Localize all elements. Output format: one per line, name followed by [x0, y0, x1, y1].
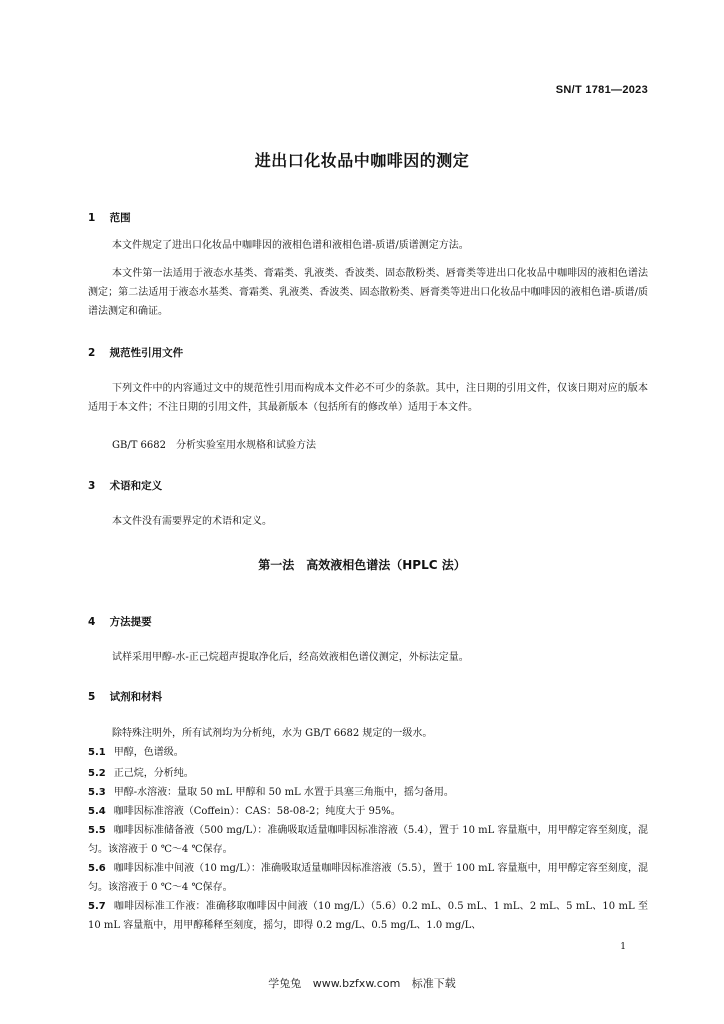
page-number: 1	[620, 942, 626, 952]
footer-slogan: 标准下载	[411, 977, 456, 990]
clause-5-2	[88, 764, 648, 783]
standard-code: SN/T 1781—2023	[555, 84, 648, 96]
clause-text: 咖啡因标准溶液（Coffein）：CAS：58-08-2；纯度大于 95%。	[113, 806, 401, 817]
document-title: 进出口化妆品中咖啡因的测定	[254, 151, 470, 170]
download-footer	[0, 975, 724, 991]
clause-number: 5.3	[88, 787, 106, 798]
normative-reference: GB/T 6682 分析实验室用水规格和试验方法	[112, 440, 317, 451]
clause-5-6	[88, 859, 648, 897]
clause-number: 5.4	[88, 806, 106, 817]
section-3-heading	[88, 478, 162, 493]
section-title: 范围	[109, 212, 131, 224]
section-number: 2	[88, 347, 96, 359]
clause-number: 5.5	[88, 825, 106, 836]
clause-number: 5.2	[88, 768, 106, 779]
clause-text: 咖啡因标准中间液（10 mg/L）：准确吸取适量咖啡因标准溶液（5.5），置于 100 mL 容量瓶中，用甲醇定容至刻度，混匀。该溶液于 0 ℃～4 ℃保存。	[88, 863, 648, 893]
section-5-heading	[88, 689, 162, 704]
section-number: 1	[88, 212, 96, 224]
clause-text: 甲醇，色谱级。	[113, 747, 184, 758]
section-2-para-1: 下列文件中的内容通过文中的规范性引用而构成本文件必不可少的条款。其中，注日期的引用文件，仅该日期对应的版本适用于本文件；不注日期的引用文件，其最新版本（包括所有的修改单）适用于本文件。	[88, 383, 648, 413]
section-4-para-1: 试样采用甲醇-水-正己烷超声提取净化后，经高效液相色谱仪测定，外标法定量。	[112, 652, 469, 663]
section-5-para-1: 除特殊注明外，所有试剂均为分析纯，水为 GB/T 6682 规定的一级水。	[112, 728, 433, 739]
section-number: 3	[88, 480, 96, 492]
section-title: 方法提要	[109, 616, 152, 628]
section-3-para-1: 本文件没有需要界定的术语和定义。	[112, 516, 272, 527]
clause-text: 咖啡因标准储备液（500 mg/L）：准确吸取适量咖啡因标准溶液（5.4），置于 10 mL 容量瓶中，用甲醇定容至刻度，混匀。该溶液于 0 ℃～4 ℃保存。	[88, 825, 648, 855]
clause-5-7	[88, 897, 648, 935]
clause-5-1	[88, 743, 648, 762]
section-number: 4	[88, 616, 96, 628]
section-title: 规范性引用文件	[109, 347, 184, 359]
section-number: 5	[88, 691, 96, 703]
section-1-heading	[88, 210, 131, 225]
clause-number: 5.1	[88, 747, 106, 758]
clause-5-5	[88, 821, 648, 859]
footer-site-name: 学兔兔	[268, 977, 302, 990]
section-title: 术语和定义	[109, 480, 163, 492]
section-1-para-1: 本文件规定了进出口化妆品中咖啡因的液相色谱和液相色谱-质谱/质谱测定方法。	[112, 240, 469, 251]
clause-5-4	[88, 802, 648, 821]
footer-url-link[interactable]: www.bzfxw.com	[312, 977, 401, 990]
clause-text: 正己烷，分析纯。	[113, 768, 194, 779]
clause-5-3	[88, 783, 648, 802]
section-title: 试剂和材料	[109, 691, 163, 703]
section-2-heading	[88, 345, 183, 360]
clause-number: 5.6	[88, 863, 106, 874]
clause-text: 甲醇-水溶液：量取 50 mL 甲醇和 50 mL 水置于具塞三角瓶中，摇匀备用。	[113, 787, 454, 798]
method-1-title: 第一法 高效液相色谱法（HPLC 法）	[258, 558, 466, 572]
section-1-para-2: 本文件第一法适用于液态水基类、膏霜类、乳液类、香波类、固态散粉类、唇膏类等进出口化妆品中咖啡因的液相色谱法测定；第二法适用于液态水基类、膏霜类、乳液类、香波类、固态散粉类、唇膏类等进出口化妆品中咖啡因的液相色谱-质谱/质谱法测定和确证。	[88, 268, 648, 317]
clause-number: 5.7	[88, 901, 106, 912]
section-4-heading	[88, 614, 152, 629]
clause-text: 咖啡因标准工作液：准确移取咖啡因中间液（10 mg/L）（5.6）0.2 mL、0.5 mL、1 mL、2 mL、5 mL、10 mL 至 10 mL 容量瓶中，用甲醇稀释至刻度，摇匀，即得 0.2 mg/L、0.5 mg/L、1.0 mg/L、	[88, 901, 648, 931]
